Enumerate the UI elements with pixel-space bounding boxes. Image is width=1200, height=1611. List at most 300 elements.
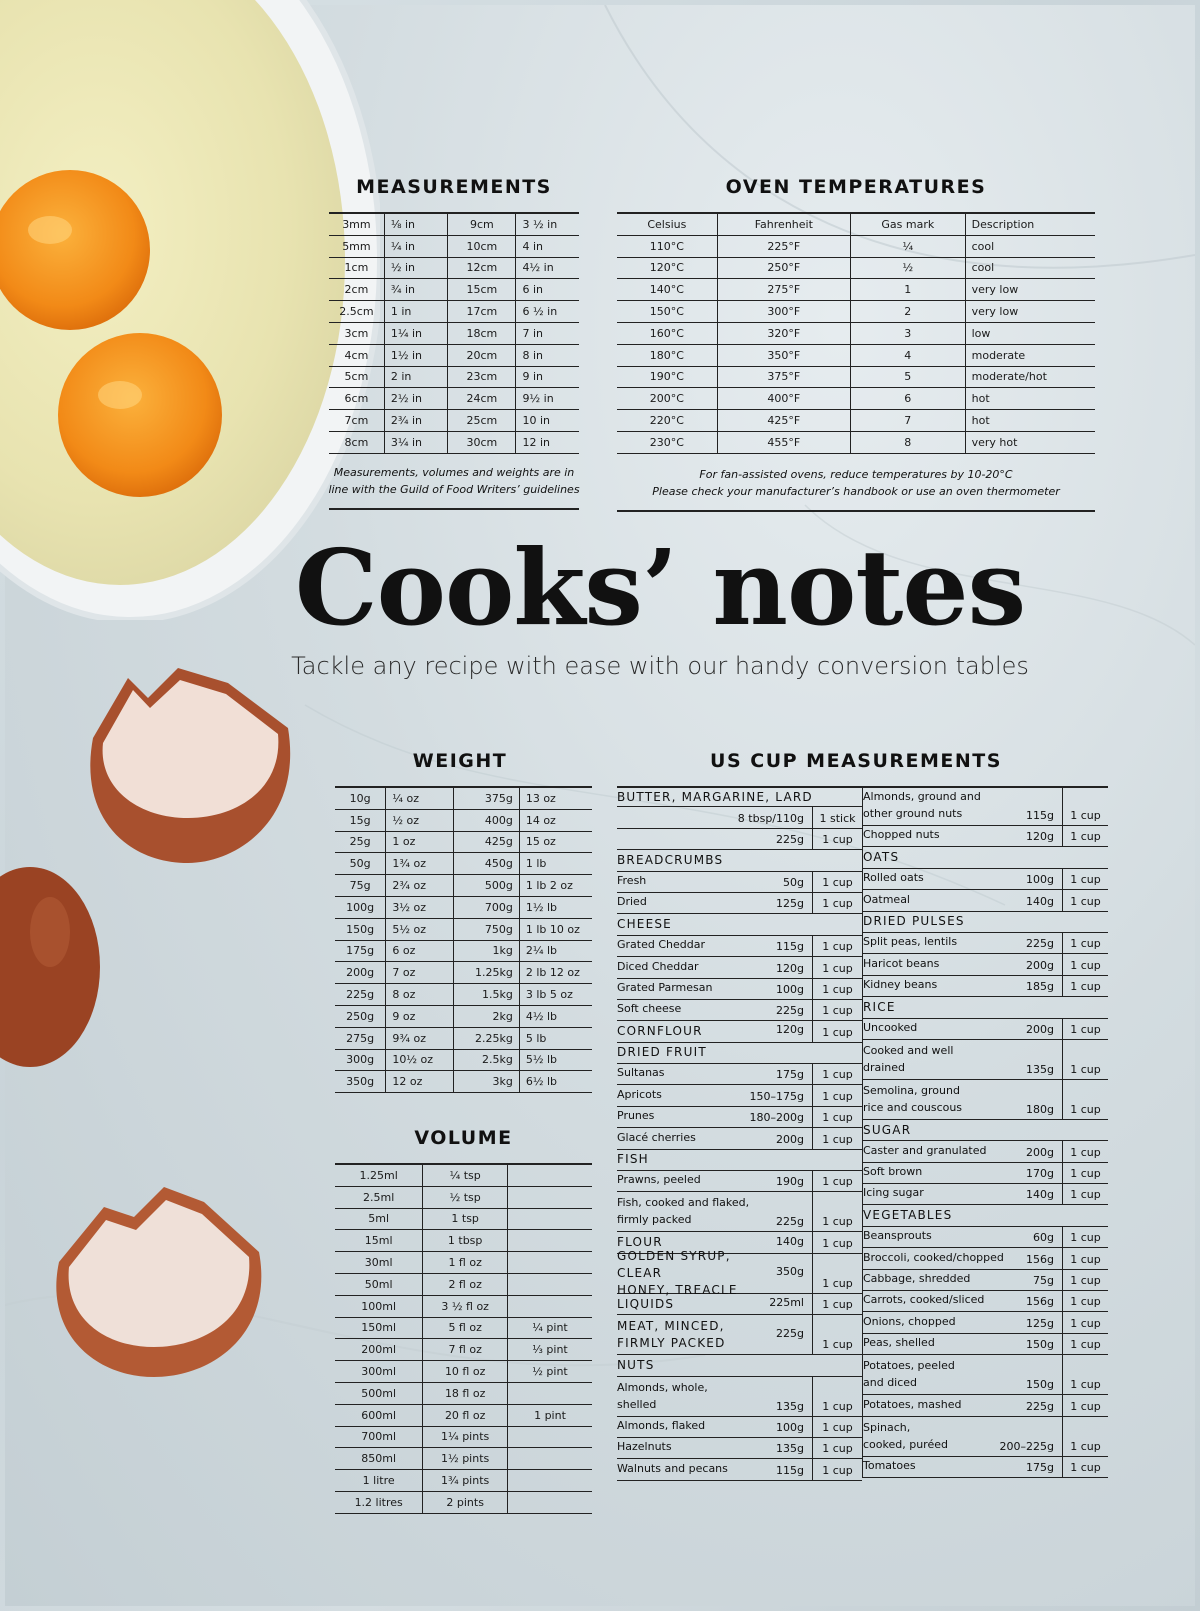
table-row: [335, 1361, 592, 1383]
page-subtitle: Tackle any recipe with ease with our handy conversion tables: [291, 652, 1029, 680]
item-text: Cabbage, shredded: [863, 1272, 971, 1286]
table-row: [329, 366, 579, 388]
weight-value: 60g: [1033, 1231, 1054, 1245]
category-label: RICE: [863, 999, 896, 1014]
category-label: NUTS: [617, 1357, 655, 1372]
item-label: [617, 1296, 769, 1313]
table-cell: 750g: [453, 918, 519, 940]
table-cell: 7cm: [329, 410, 384, 432]
table-row: [335, 1230, 592, 1252]
table-row: [329, 388, 579, 410]
measurements-heading: MEASUREMENTS: [356, 176, 552, 198]
weight-value: 175g: [776, 1068, 804, 1082]
table-cell: 3½ oz: [386, 896, 453, 918]
item-text: Apricots: [617, 1087, 662, 1101]
table-cell: ⅛ in: [384, 213, 447, 235]
table-cell: hot: [965, 410, 1095, 432]
item-label: [863, 1334, 1026, 1354]
table-row: [335, 1049, 592, 1071]
table-cell: 30ml: [335, 1252, 423, 1274]
table-cell: [507, 1426, 592, 1448]
item-label: [863, 1270, 1033, 1290]
item-label: [863, 1142, 1026, 1162]
table-cell: 2 lb 12 oz: [519, 962, 592, 984]
unit-value: 1 cup: [812, 979, 862, 999]
table-row: [329, 301, 579, 323]
table-row: [617, 893, 862, 914]
table-cell: 450g: [453, 853, 519, 875]
table-cell: 3¼ in: [384, 431, 447, 453]
table-cell: ½ tsp: [423, 1186, 508, 1208]
item-text: FLOUR: [617, 1235, 663, 1250]
item-text-line-2: drained: [863, 1060, 906, 1074]
weight-value: 75g: [1033, 1274, 1054, 1288]
table-cell: 9¾ oz: [386, 1027, 453, 1049]
item-text: Semolina, ground: [863, 1083, 960, 1097]
table-cell: [507, 1491, 592, 1513]
item-text: Walnuts and pecans: [617, 1461, 728, 1475]
table-row: [863, 1184, 1108, 1205]
item-text-line-2: cooked, puréed: [863, 1437, 948, 1451]
table-cell: 13 oz: [519, 787, 592, 809]
table-cell: 150°C: [617, 301, 717, 323]
item-text: Onions, chopped: [863, 1314, 956, 1328]
table-row: [617, 344, 1095, 366]
table-cell: 500ml: [335, 1382, 423, 1404]
table-row: [335, 896, 592, 918]
item-text-line-2: firmly packed: [617, 1213, 692, 1227]
item-label: [863, 1163, 1026, 1183]
table-cell: 75g: [335, 875, 386, 897]
table-cell: 25g: [335, 831, 386, 853]
weight-table: [335, 786, 592, 1093]
table-cell: 1¼ in: [384, 322, 447, 344]
table-cell: 2 in: [384, 366, 447, 388]
unit-value: 1 cup: [1062, 1312, 1108, 1332]
weight-value: 140g: [1026, 894, 1054, 908]
table-row: [329, 213, 579, 235]
table-cell: 250°F: [717, 257, 850, 279]
unit-value: 1 cup: [812, 1377, 862, 1416]
weight-value: 115g: [776, 940, 804, 954]
weight-value: 135g: [776, 1399, 804, 1413]
table-cell: 10cm: [448, 235, 516, 257]
table-cell: 5mm: [329, 235, 384, 257]
unit-value: 1 cup: [1062, 1291, 1108, 1311]
item-text: Almonds, whole,: [617, 1380, 708, 1394]
item-text: Glacé cherries: [617, 1130, 696, 1144]
category-label: OATS: [863, 850, 900, 865]
table-row: [863, 826, 1108, 847]
table-cell: 3kg: [453, 1071, 519, 1093]
weight-value: 180–200g: [749, 1111, 804, 1125]
table-cell: 2kg: [453, 1005, 519, 1027]
table-cell: 18 fl oz: [423, 1382, 508, 1404]
table-row: [617, 936, 862, 957]
table-row: [863, 933, 1108, 954]
item-text-line-2: HONEY, TREACLE: [617, 1282, 738, 1297]
table-cell: 6 in: [516, 279, 579, 301]
item-text: Kidney beans: [863, 978, 938, 992]
table-cell: 1½ lb: [519, 896, 592, 918]
table-cell: [507, 1273, 592, 1295]
unit-value: 1 cup: [1062, 1019, 1108, 1039]
table-cell: 25cm: [448, 410, 516, 432]
unit-value: 1 cup: [1062, 1184, 1108, 1204]
eggshell-bottom-image: [54, 1182, 274, 1382]
table-cell: 300ml: [335, 1361, 423, 1383]
table-cell: 1¼ pints: [423, 1426, 508, 1448]
table-cell: 10½ oz: [386, 1049, 453, 1071]
item-text: Hazelnuts: [617, 1440, 672, 1454]
table-cell: 375g: [453, 787, 519, 809]
item-label: [617, 825, 738, 828]
table-cell: [507, 1252, 592, 1274]
weight-value: 170g: [1026, 1167, 1054, 1181]
table-cell: 1¾ pints: [423, 1470, 508, 1492]
table-row: [329, 257, 579, 279]
table-cell: 400°F: [717, 388, 850, 410]
table-row: [617, 979, 862, 1000]
item-text: Potatoes, mashed: [863, 1397, 962, 1411]
weight-value: 135g: [1026, 1062, 1054, 1076]
table-cell: ¼ oz: [386, 787, 453, 809]
table-cell: [507, 1295, 592, 1317]
volume-heading: VOLUME: [414, 1127, 513, 1149]
unit-value: 1 cup: [812, 1459, 862, 1479]
item-text: Grated Parmesan: [617, 980, 713, 994]
item-label: [863, 1396, 1026, 1416]
category-label: FISH: [617, 1152, 649, 1167]
item-label: [617, 1460, 776, 1480]
table-row: [329, 431, 579, 453]
table-cell: 1 litre: [335, 1470, 423, 1492]
unit-value: 1 cup: [1062, 1163, 1108, 1183]
table-cell: 320°F: [717, 322, 850, 344]
table-cell: 175g: [335, 940, 386, 962]
table-cell: 1 oz: [386, 831, 453, 853]
table-cell: 17cm: [448, 301, 516, 323]
oven-bottom-rule: [617, 510, 1095, 512]
table-row: [863, 976, 1108, 997]
column-header: Gas mark: [850, 213, 965, 235]
category-row: [617, 1021, 862, 1042]
table-row: [863, 954, 1108, 975]
item-label: [863, 1357, 1026, 1394]
category-label: DRIED FRUIT: [617, 1045, 707, 1060]
item-text: Broccoli, cooked/chopped: [863, 1250, 1004, 1264]
table-cell: 1 pint: [507, 1404, 592, 1426]
weight-value: 120g: [776, 961, 804, 975]
weight-value: 115g: [776, 1463, 804, 1477]
table-cell: [507, 1470, 592, 1492]
table-cell: hot: [965, 388, 1095, 410]
table-cell: 500g: [453, 875, 519, 897]
table-cell: 300°F: [717, 301, 850, 323]
table-row: [617, 872, 862, 893]
weight-value: 150–175g: [749, 1089, 804, 1103]
unit-value: 1 cup: [812, 1171, 862, 1191]
table-cell: 425g: [453, 831, 519, 853]
item-text: CORNFLOUR: [617, 1023, 703, 1038]
weight-value: 225g: [1026, 1399, 1054, 1413]
table-cell: 160°C: [617, 322, 717, 344]
table-cell: 1½ pints: [423, 1448, 508, 1470]
category-row: [617, 850, 862, 871]
measurements-note: [320, 464, 588, 498]
unit-value: 1 cup: [1062, 954, 1108, 974]
item-label: [617, 1379, 776, 1416]
table-cell: ½ in: [384, 257, 447, 279]
item-text: Caster and granulated: [863, 1143, 987, 1157]
oven-note-line-1: For fan-assisted ovens, reduce temperatures by 10-20°C: [699, 468, 1013, 481]
table-cell: 180°C: [617, 344, 717, 366]
table-cell: 250g: [335, 1005, 386, 1027]
weight-value: 200g: [776, 1132, 804, 1146]
item-label: [863, 788, 1026, 825]
weight-value: 200g: [1026, 1022, 1054, 1036]
table-row: [335, 1186, 592, 1208]
category-label: DRIED PULSES: [863, 914, 965, 929]
table-cell: 12 in: [516, 431, 579, 453]
item-text: Haricot beans: [863, 956, 940, 970]
table-cell: 50ml: [335, 1273, 423, 1295]
table-row: [617, 1128, 862, 1149]
table-row: [335, 1317, 592, 1339]
unit-value: 1 cup: [812, 1294, 862, 1314]
unit-value: 1 cup: [812, 1085, 862, 1105]
table-cell: 10g: [335, 787, 386, 809]
egg-yolk-2: [58, 333, 222, 497]
item-label: [617, 1086, 750, 1106]
table-row: [617, 366, 1095, 388]
table-row: [617, 957, 862, 978]
table-cell: 4: [850, 344, 965, 366]
table-cell: 4cm: [329, 344, 384, 366]
weight-value: 125g: [776, 897, 804, 911]
table-row: [617, 1064, 862, 1085]
table-cell: ¾ in: [384, 279, 447, 301]
weight-value: 190g: [776, 1175, 804, 1189]
table-cell: 400g: [453, 809, 519, 831]
weight-value: 140g: [1026, 1188, 1054, 1202]
item-text: Split peas, lentils: [863, 935, 958, 949]
item-text: Sultanas: [617, 1066, 665, 1080]
category-row: [863, 1120, 1108, 1141]
item-label: [863, 869, 1026, 889]
table-cell: 9cm: [448, 213, 516, 235]
category-label: CHEESE: [617, 917, 672, 932]
table-row: [863, 869, 1108, 890]
table-row: [617, 1438, 862, 1459]
item-text-line-2: FIRMLY PACKED: [617, 1335, 726, 1350]
table-row: [329, 279, 579, 301]
item-text: Icing sugar: [863, 1186, 924, 1200]
table-cell: 600ml: [335, 1404, 423, 1426]
table-cell: 2.25kg: [453, 1027, 519, 1049]
weight-value: 150g: [1026, 1338, 1054, 1352]
table-cell: 4 in: [516, 235, 579, 257]
table-cell: 1.5kg: [453, 984, 519, 1006]
table-row: [863, 1395, 1108, 1416]
table-cell: 4½ lb: [519, 1005, 592, 1027]
us-cup-heading: US CUP MEASUREMENTS: [710, 750, 1002, 772]
table-cell: 15g: [335, 809, 386, 831]
table-row: [863, 786, 1108, 826]
item-label: [617, 1248, 776, 1299]
item-text: LIQUIDS: [617, 1296, 675, 1311]
table-cell: 15 oz: [519, 831, 592, 853]
table-cell: 7: [850, 410, 965, 432]
item-label: [617, 846, 776, 849]
unit-value: 1 cup: [1062, 1270, 1108, 1290]
table-cell: 6 ½ in: [516, 301, 579, 323]
item-text-line-2: and diced: [863, 1376, 918, 1390]
table-cell: 12cm: [448, 257, 516, 279]
table-cell: 1: [850, 279, 965, 301]
unit-value: 1 cup: [1062, 1457, 1108, 1477]
unit-value: 1 cup: [812, 1438, 862, 1458]
table-cell: ½ oz: [386, 809, 453, 831]
item-text: Beansprouts: [863, 1229, 932, 1243]
table-row: [335, 1252, 592, 1274]
item-text: Rolled oats: [863, 871, 924, 885]
item-label: [863, 891, 1026, 911]
table-cell: very hot: [965, 431, 1095, 453]
table-cell: 350g: [335, 1071, 386, 1093]
table-cell: 2 fl oz: [423, 1273, 508, 1295]
unit-value: 1 cup: [1062, 933, 1108, 953]
item-label: [863, 1249, 1026, 1269]
measurements-table: [329, 212, 579, 454]
table-cell: 1 lb 10 oz: [519, 918, 592, 940]
column-header: Fahrenheit: [717, 213, 850, 235]
table-cell: 375°F: [717, 366, 850, 388]
table-cell: 1cm: [329, 257, 384, 279]
item-label: [617, 1318, 776, 1352]
table-row: [335, 962, 592, 984]
table-row: [863, 1355, 1108, 1395]
item-label: [617, 979, 776, 999]
table-cell: 5½ oz: [386, 918, 453, 940]
unit-value: 1 cup: [812, 1417, 862, 1437]
weight-value: 100g: [776, 1420, 804, 1434]
category-label: VEGETABLES: [863, 1208, 953, 1223]
table-cell: ½: [850, 257, 965, 279]
table-cell: 6 oz: [386, 940, 453, 962]
item-label: [863, 1227, 1033, 1247]
table-cell: 425°F: [717, 410, 850, 432]
table-cell: cool: [965, 235, 1095, 257]
table-cell: 5 lb: [519, 1027, 592, 1049]
table-cell: 275g: [335, 1027, 386, 1049]
item-label: [617, 1107, 750, 1127]
table-row: [329, 235, 579, 257]
item-label: [863, 1313, 1026, 1333]
category-row: [617, 1150, 862, 1171]
item-text-line-2: shelled: [617, 1397, 657, 1411]
item-label: [863, 826, 1026, 846]
table-row: [863, 1334, 1108, 1355]
measurements-note-line-1: Measurements, volumes and weights are in: [333, 466, 575, 479]
table-cell: ¼ tsp: [423, 1164, 508, 1186]
category-row: [863, 847, 1108, 868]
table-cell: 4½ in: [516, 257, 579, 279]
measurements-bottom-rule: [329, 508, 579, 510]
unit-value: 1 cup: [812, 957, 862, 977]
unit-value: 1 cup: [1062, 976, 1108, 996]
table-cell: 100g: [335, 896, 386, 918]
item-text: Tomatoes: [863, 1458, 916, 1472]
item-text: Oatmeal: [863, 892, 910, 906]
table-cell: 225°F: [717, 235, 850, 257]
table-cell: 140°C: [617, 279, 717, 301]
table-row: [335, 940, 592, 962]
table-row: [335, 1404, 592, 1426]
table-cell: 2½ in: [384, 388, 447, 410]
table-row: [617, 1459, 862, 1480]
page-title: Cooks’ notes: [294, 526, 1026, 649]
weight-value: 135g: [776, 1442, 804, 1456]
table-row: [617, 431, 1095, 453]
unit-value: 1 cup: [1062, 1355, 1108, 1394]
table-cell: 1¾ oz: [386, 853, 453, 875]
item-text-line-2: other ground nuts: [863, 807, 963, 820]
weight-value: 350g: [776, 1265, 804, 1279]
weight-value: 225g: [1026, 937, 1054, 951]
table-cell: 3: [850, 322, 965, 344]
unit-value: 1 cup: [812, 829, 862, 849]
unit-value: 1 cup: [1062, 1141, 1108, 1161]
table-cell: 5: [850, 366, 965, 388]
table-cell: 275°F: [717, 279, 850, 301]
table-cell: 230°C: [617, 431, 717, 453]
item-label: [617, 1000, 776, 1020]
item-label: [863, 1184, 1026, 1204]
table-row: [617, 279, 1095, 301]
table-cell: cool: [965, 257, 1095, 279]
table-cell: 7 fl oz: [423, 1339, 508, 1361]
table-row: [863, 1417, 1108, 1457]
table-row: [335, 875, 592, 897]
table-cell: 110°C: [617, 235, 717, 257]
table-cell: very low: [965, 279, 1095, 301]
table-cell: 15cm: [448, 279, 516, 301]
table-cell: 3mm: [329, 213, 384, 235]
table-row: [617, 1085, 862, 1106]
table-row: [335, 1071, 592, 1093]
table-row: [335, 1382, 592, 1404]
weight-value: 156g: [1026, 1295, 1054, 1309]
unit-value: 1 cup: [1062, 1395, 1108, 1415]
table-cell: very low: [965, 301, 1095, 323]
oven-temperatures-table: [617, 212, 1095, 454]
table-cell: 6½ lb: [519, 1071, 592, 1093]
table-cell: 1 in: [384, 301, 447, 323]
table-row: [863, 1270, 1108, 1291]
item-label: [617, 1171, 776, 1191]
table-row: [617, 235, 1095, 257]
unit-value: 1 cup: [1062, 1080, 1108, 1119]
item-label: [863, 1419, 1000, 1456]
item-text: Grated Cheddar: [617, 938, 705, 952]
table-row: [617, 1377, 862, 1417]
table-row: [335, 1339, 592, 1361]
weight-value: 225ml: [769, 1296, 804, 1309]
unit-value: 1 cup: [812, 1128, 862, 1148]
unit-value: 1 cup: [1062, 890, 1108, 910]
table-cell: 1½ in: [384, 344, 447, 366]
